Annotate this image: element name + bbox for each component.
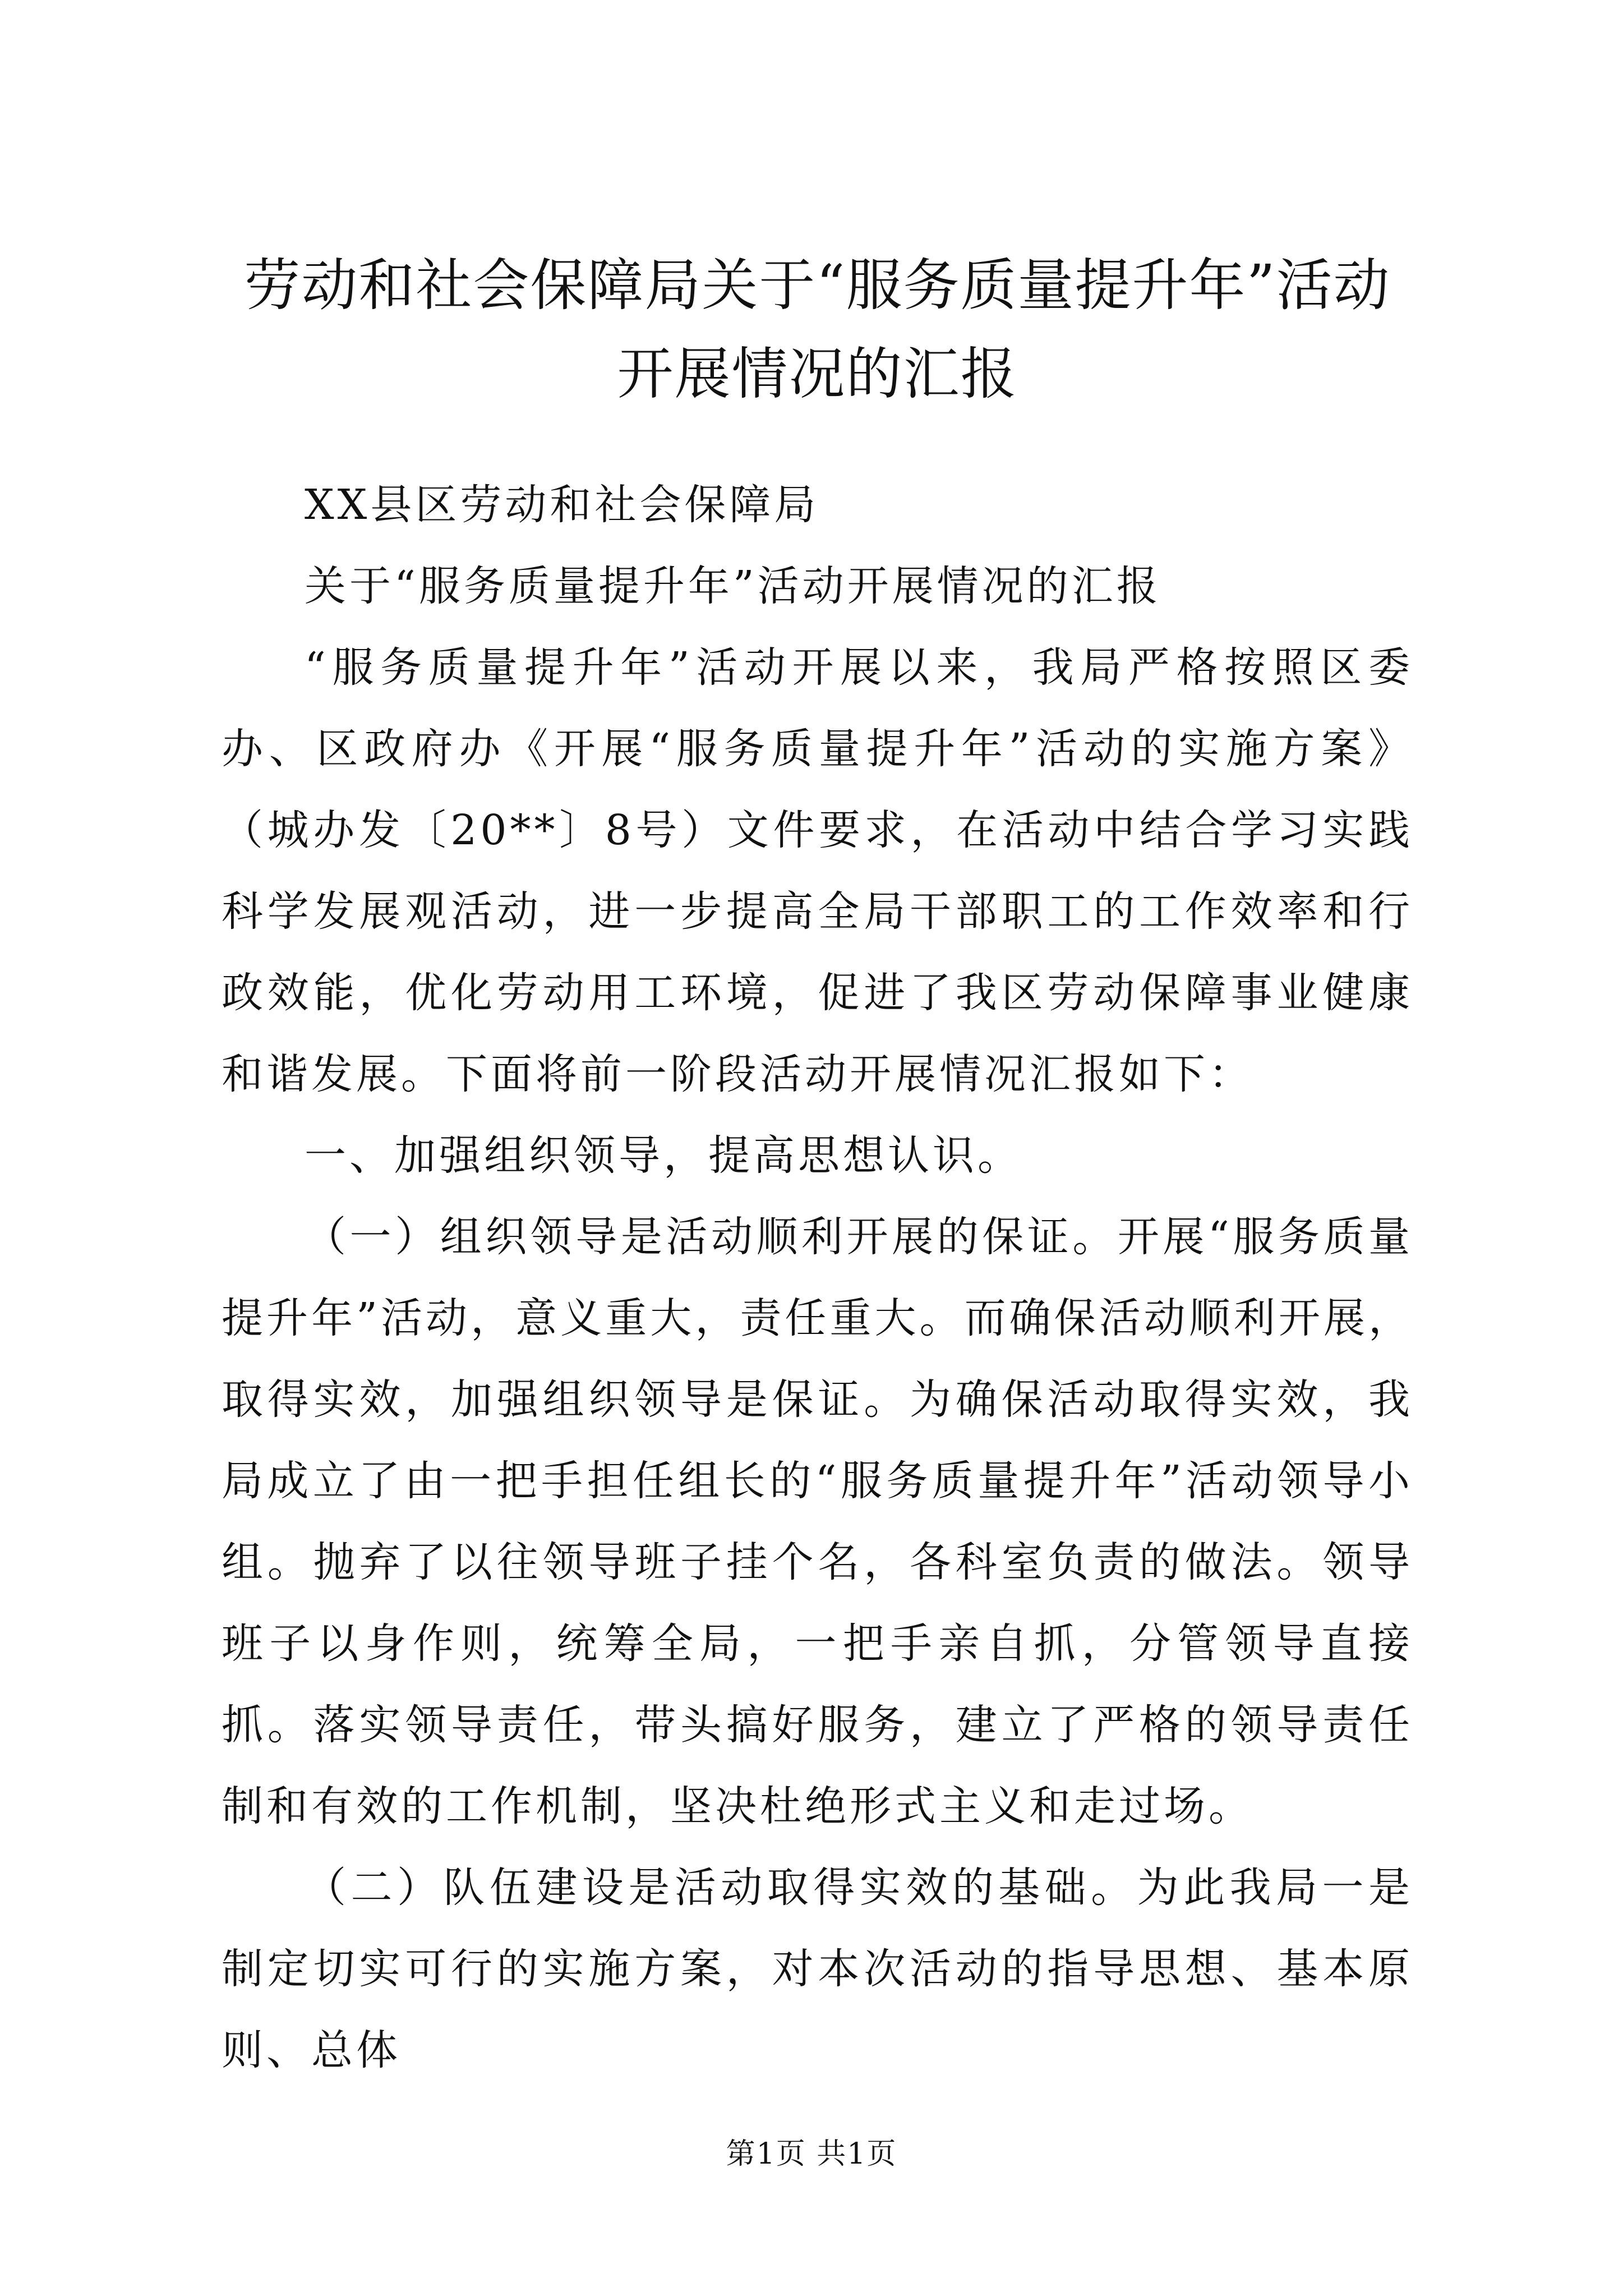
subsection-one-paragraph: （一）组织领导是活动顺利开展的保证。开展“服务质量提升年”活动，意义重大，责任重大。而确保活动顺利开展，取得实效，加强组织领导是保证。为确保活动取得实效，我局成立了由一把手担任组长的“服务质量提升年”活动领导小组。抛弃了以往领导班子挂个名，各科室负责的做法。领导班子以身作则，统筹全局，一把手亲自抓，分管领导直接抓。落实领导责任，带头搞好服务，建立了严格的领导责任制和有效的工作机制，坚决杜绝形式主义和走过场。	[222, 1213, 1413, 1830]
document-title: 劳动和社会保障局关于“服务质量提升年”活动开展情况的汇报	[244, 252, 1391, 407]
page-footer: 第1页 共1页	[726, 2137, 897, 2171]
subsection-two-paragraph: （二）队伍建设是活动取得实效的基础。为此我局一是制定切实可行的实施方案，对本次活动的指导思想、基本原则、总体	[222, 1864, 1413, 2074]
issuer-line: XX县区劳动和社会保障局	[305, 481, 819, 529]
section-heading: 一、加强组织领导，提高思想认识。	[305, 1131, 1022, 1180]
subtitle-line: 关于“服务质量提升年”活动开展情况的汇报	[305, 562, 1161, 610]
intro-paragraph: “服务质量提升年”活动开展以来，我局严格按照区委办、区政府办《开展“服务质量提升年”活动的实施方案》（城办发〔20**〕8号）文件要求，在活动中结合学习实践科学发展观活动，进一步提高全局干部职工的工作效率和行政效能，优化劳动用工环境，促进了我区劳动保障事业健康和谐发展。下面将前一阶段活动开展情况汇报如下：	[222, 643, 1413, 1098]
document-body	[222, 464, 1413, 2091]
